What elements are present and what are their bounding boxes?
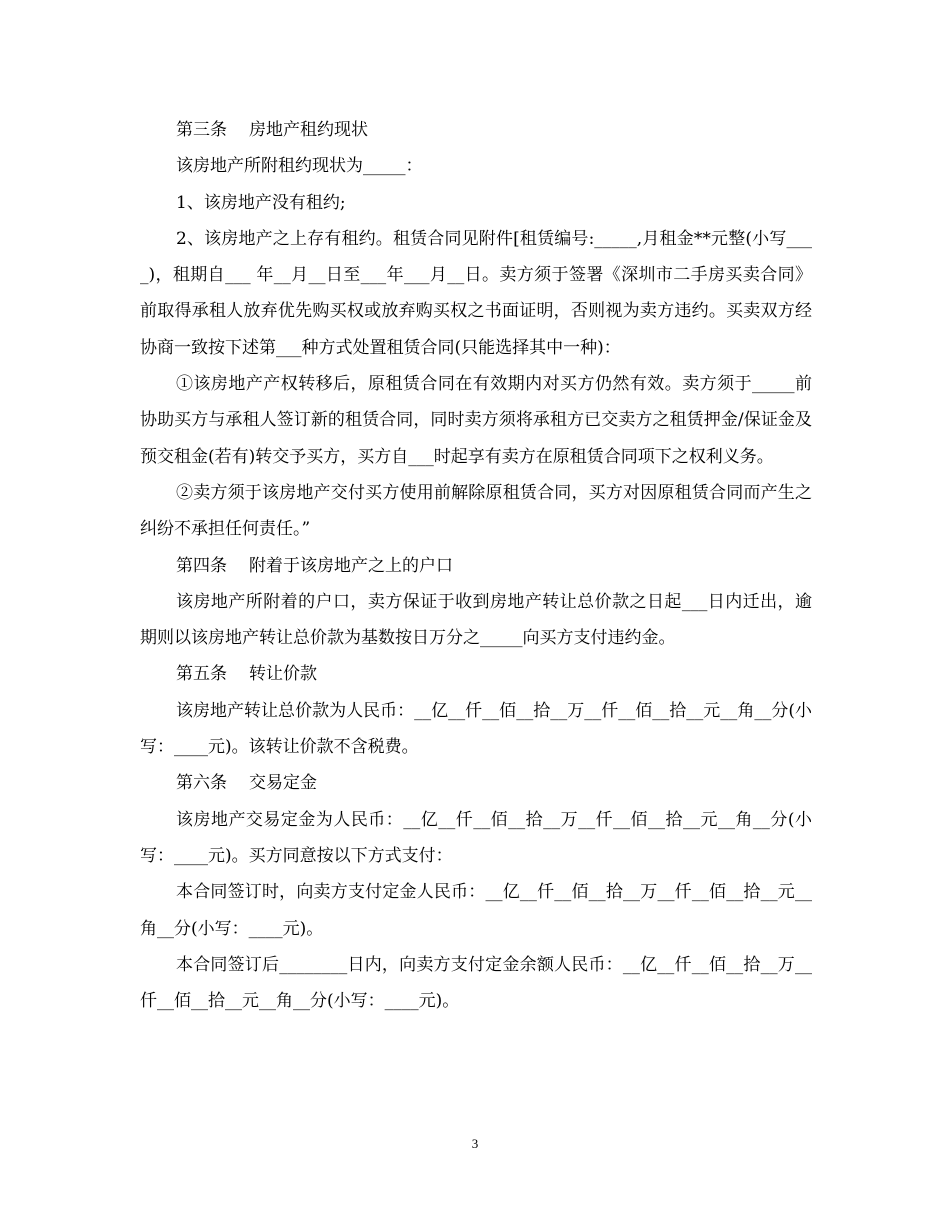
paragraph: 2、该房地产之上存有租约。租赁合同见附件[租赁编号:_____,月租金**元整(小写____)，租期自___ 年__月__日至___年___月__日。卖方须于签署《深圳市二手房买卖合同》前取得承租人放弃优先购买权或放弃购买权之书面证明，否则视为卖方违约。买卖双方经协商一致按下述第___种方式处置租赁合同(只能选择其中一种)：: [140, 228, 812, 358]
paragraph: 该房地产所附着的户口，卖方保证于收到房地产转让总价款之日起___日内迁出，逾期则以该房地产转让总价款为基数按日万分之_____向买方支付违约金。: [140, 591, 812, 649]
article-number: 第四条: [176, 555, 227, 576]
paragraph: 该房地产所附租约现状为_____：: [176, 156, 423, 177]
article-number: 第六条: [176, 773, 227, 794]
paragraph: ②卖方须于该房地产交付买方使用前解除原租赁合同，买方对因原租赁合同而产生之纠纷不承担任何责任。”: [140, 482, 812, 540]
paragraph: 本合同签订时，向卖方支付定金人民币：__亿__仟__佰__拾__万__仟__佰__拾__元__角__分(小写：____元)。: [140, 882, 812, 939]
article-4-heading: [140, 548, 812, 584]
document-body: [140, 112, 812, 1019]
page-number: 3: [471, 1136, 479, 1151]
article-title: 房地产租约现状: [249, 120, 368, 140]
paragraph: ①该房地产产权转移后，原租赁合同在有效期内对买方仍然有效。卖方须于_____前协助买方与承租人签订新的租赁合同，同时卖方须将承租方已交卖方之租赁押金/保证金及预交租金(若有)转交予买方，买方自___时起享有卖方在原租赁合同项下之权利义务。: [140, 374, 812, 467]
article-number: 第三条: [176, 120, 227, 140]
article-3-heading: [140, 112, 812, 148]
article-5-heading: [140, 656, 812, 692]
article-6-heading: [140, 765, 812, 801]
paragraph: 1、该房地产没有租约;: [176, 192, 346, 213]
article-title: 附着于该房地产之上的户口: [249, 555, 453, 576]
article-title: 交易定金: [249, 773, 317, 794]
article-title: 转让价款: [249, 664, 317, 685]
paragraph: 该房地产转让总价款为人民币：__亿__仟__佰__拾__万__仟__佰__拾__元__角__分(小写：____元)。该转让价款不含税费。: [140, 700, 812, 758]
paragraph: 本合同签订后________日内，向卖方支付定金余额人民币：__亿__仟__佰__拾__万__仟__佰__拾__元__角__分(小写：____元)。: [140, 954, 812, 1012]
article-number: 第五条: [176, 664, 227, 685]
paragraph: 该房地产交易定金为人民币：__亿__仟__佰__拾__万__仟__佰__拾__元__角__分(小写：____元)。买方同意按以下方式支付：: [140, 809, 812, 866]
